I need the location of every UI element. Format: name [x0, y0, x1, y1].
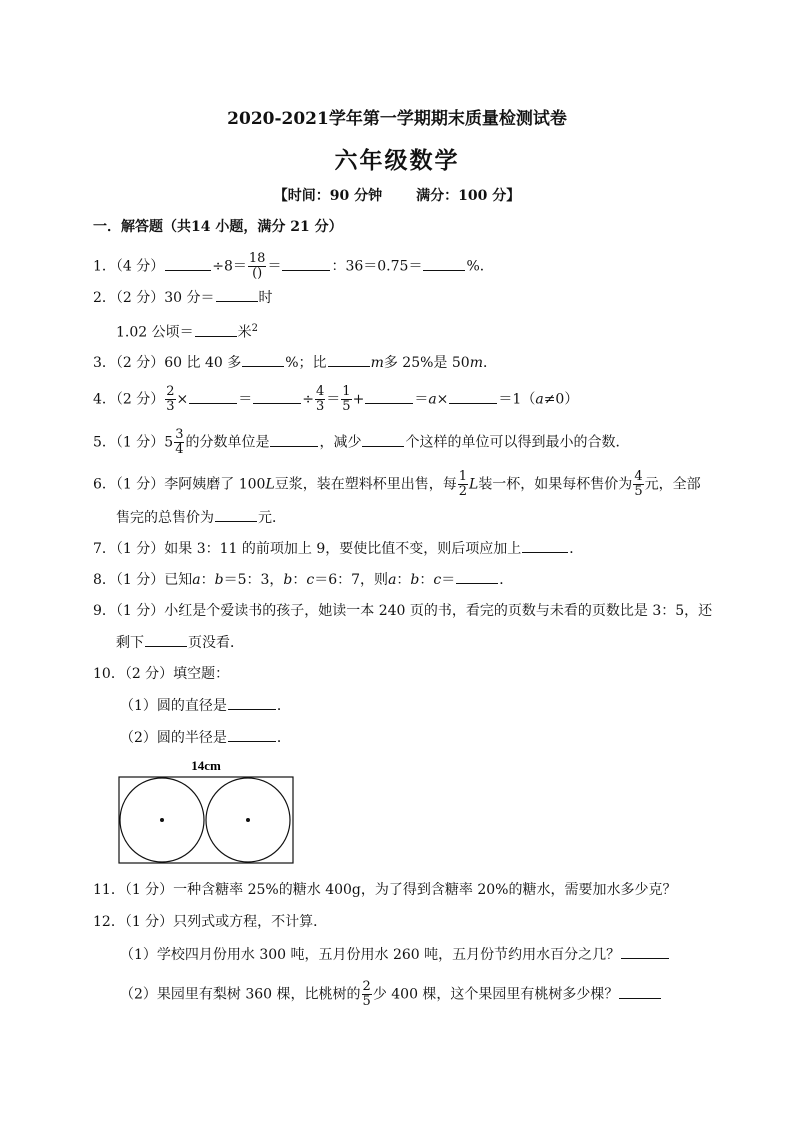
- question-12-sub-2: [120, 980, 662, 1009]
- question-8: [93, 569, 513, 590]
- question-2-line-2: [116, 319, 258, 343]
- answer-blank[interactable]: [522, 538, 568, 553]
- q8-text: ：: [292, 572, 307, 588]
- left-circle-center: [160, 818, 164, 822]
- question-5: [93, 428, 629, 457]
- q8-variable: c: [433, 572, 442, 588]
- q5-text: 个这样的单位可以得到最小的合数．: [405, 434, 630, 451]
- q8-text: ＝6：7，则: [314, 572, 389, 588]
- q1-text: ÷8＝: [212, 258, 247, 275]
- question-12-sub-1: [120, 944, 670, 965]
- q4-text: ×: [436, 391, 449, 408]
- fraction-numerator: 4: [316, 384, 325, 399]
- q2-text: 时: [258, 290, 273, 306]
- answer-blank[interactable]: [189, 389, 237, 404]
- q8-text: ：: [396, 572, 411, 588]
- q4-text: ＝1（: [498, 391, 536, 408]
- q8-text: 8．（1 分）已知: [93, 572, 193, 588]
- q4-text: +: [352, 391, 365, 408]
- q10-text: ．: [276, 730, 291, 746]
- answer-blank[interactable]: [253, 389, 301, 404]
- full-score: 满分：100 分】: [416, 188, 521, 204]
- question-6: [93, 470, 701, 499]
- question-9-line-2: [116, 632, 244, 653]
- fraction-numerator: 4: [634, 469, 643, 484]
- q8-variable: b: [410, 572, 420, 588]
- q5-text: 的分数单位是: [185, 434, 270, 451]
- fraction: [633, 470, 643, 499]
- q3-text: %；比: [285, 355, 327, 371]
- q8-variable: b: [283, 572, 293, 588]
- q9-text: 9．（1 分）小红是个爱读书的孩子，她读一本 240 页的书，看完的页数与未看的页数比是 3：5，还: [93, 603, 713, 619]
- fraction-numerator: 1: [342, 384, 351, 399]
- fraction-denominator: 4: [175, 442, 184, 457]
- fraction-numerator: 2: [362, 979, 371, 994]
- q8-text: ．: [499, 572, 514, 588]
- q4-text: ≠0）: [543, 391, 579, 408]
- q8-text: ＝: [441, 572, 456, 588]
- fraction-denominator: 3: [166, 399, 175, 414]
- fraction-denominator: 5: [634, 484, 643, 499]
- fraction: [315, 385, 325, 414]
- answer-blank[interactable]: [228, 695, 276, 710]
- q7-text: ．: [569, 541, 584, 557]
- q2-text: 1.02 公顷＝: [116, 324, 194, 341]
- fraction: [362, 980, 372, 1009]
- question-4: [93, 385, 578, 414]
- fraction-denominator: 2: [458, 484, 468, 499]
- q3-variable: m: [469, 355, 483, 371]
- q8-variable: b: [214, 572, 224, 588]
- mixed-number-whole: 5: [164, 434, 174, 451]
- q4-variable: a: [535, 391, 544, 408]
- fraction: [341, 385, 351, 414]
- exam-meta: [0, 185, 794, 205]
- q4-text: ÷: [302, 391, 315, 408]
- q5-text: ，减少: [319, 434, 362, 451]
- q10-text: ．: [276, 698, 291, 714]
- fraction-numerator: 2: [166, 384, 175, 399]
- q12-text: （1）学校四月份用水 300 吨，五月份用水 260 吨，五月份节约用水百分之几？: [120, 947, 621, 963]
- q8-variable: a: [192, 572, 201, 588]
- q6-text: 元，全部: [644, 476, 701, 493]
- q2-superscript: 2: [251, 323, 258, 334]
- q4-text: ×: [176, 391, 189, 408]
- fraction-numerator: 18: [248, 251, 266, 266]
- right-circle-center: [246, 818, 250, 822]
- q4-text: ＝: [238, 391, 253, 408]
- answer-blank[interactable]: [216, 287, 258, 302]
- figure-width-label: 14cm: [191, 758, 221, 773]
- exam-title: 2020-2021学年第一学期期末质量检测试卷: [227, 109, 567, 129]
- q10-text: （2）圆的半径是: [120, 730, 227, 746]
- answer-blank[interactable]: [449, 389, 497, 404]
- question-1: [93, 252, 494, 281]
- q6-text: 豆浆，装在塑料杯里出售，每: [274, 476, 457, 493]
- answer-blank[interactable]: [328, 352, 370, 367]
- question-11: 11．（1 分）一种含糖率 25%的糖水 400g，为了得到含糖率 20%的糖水，需要加水多少克？: [93, 882, 677, 898]
- question-10-sub-2: [120, 727, 291, 748]
- answer-blank[interactable]: [145, 632, 187, 647]
- question-6-line-2: [116, 507, 286, 528]
- answer-blank[interactable]: [362, 432, 404, 447]
- fraction: [458, 470, 468, 499]
- q1-text: ：36＝0.75＝: [331, 258, 423, 275]
- q2-text: 2．（2 分）30 分＝: [93, 290, 215, 306]
- answer-blank[interactable]: [165, 256, 211, 271]
- q9-text: 剩下: [116, 635, 144, 651]
- answer-blank[interactable]: [456, 569, 498, 584]
- q8-text: ：: [419, 572, 434, 588]
- time-limit: 【时间：90 分钟: [273, 188, 383, 204]
- answer-blank[interactable]: [619, 984, 661, 999]
- question-10: 10．（2 分）填空题：: [93, 666, 230, 682]
- answer-blank[interactable]: [242, 352, 284, 367]
- fraction: [174, 428, 184, 457]
- fraction-numerator: 3: [175, 427, 184, 442]
- question-12: 12．（1 分）只列式或方程，不计算．: [93, 914, 328, 930]
- q8-text: ：: [200, 572, 215, 588]
- q4-text: 4．（2 分）: [93, 391, 165, 408]
- answer-blank[interactable]: [215, 507, 257, 522]
- q3-text: 多 25%是 50: [383, 355, 470, 371]
- answer-blank[interactable]: [621, 944, 669, 959]
- q12-text: （2）果园里有梨树 360 棵，比桃树的: [120, 986, 361, 1003]
- q6-text: 元．: [258, 510, 286, 526]
- q6-text: 6．（1 分）李阿姨磨了 100: [93, 476, 266, 493]
- exam-subject: 六年级数学: [334, 147, 460, 174]
- fraction-denominator: (): [252, 266, 263, 281]
- question-7: [93, 538, 583, 559]
- q10-text: （1）圆的直径是: [120, 698, 227, 714]
- q3-variable: m: [370, 355, 384, 371]
- q6-unit: L: [265, 476, 275, 493]
- fraction: [248, 252, 267, 281]
- q6-text: 装一杯，如果每杯售价为: [478, 476, 633, 493]
- question-3: [93, 352, 497, 373]
- answer-blank[interactable]: [423, 256, 465, 271]
- two-circles-figure: [118, 755, 294, 865]
- q3-text: 3．（2 分）60 比 40 多: [93, 355, 242, 371]
- q4-text: ＝: [414, 391, 429, 408]
- answer-blank[interactable]: [282, 256, 330, 271]
- section-heading: 一．解答题（共14 小题，满分 21 分）: [93, 219, 343, 235]
- answer-blank[interactable]: [270, 432, 318, 447]
- q4-text: ＝: [326, 391, 341, 408]
- q1-text: %．: [466, 258, 494, 275]
- question-9: [93, 601, 712, 621]
- q6-text: 售完的总售价为: [116, 510, 214, 526]
- fraction-denominator: 5: [362, 994, 371, 1009]
- q2-unit: 米: [237, 324, 252, 341]
- q8-variable: a: [388, 572, 397, 588]
- question-2: [93, 287, 273, 308]
- q7-text: 7．（1 分）如果 3：11 的前项加上 9，要使比值不变，则后项应加上: [93, 541, 522, 557]
- q1-text: ＝: [267, 258, 282, 275]
- answer-blank[interactable]: [365, 389, 413, 404]
- q3-text: ．: [482, 355, 497, 371]
- q6-unit: L: [469, 476, 479, 493]
- q5-text: 5．（1 分）: [93, 434, 165, 451]
- q8-text: ＝5：3，: [223, 572, 284, 588]
- q8-variable: c: [306, 572, 315, 588]
- fraction: [165, 385, 175, 414]
- q4-variable: a: [428, 391, 437, 408]
- fraction-denominator: 3: [316, 399, 325, 414]
- fraction-denominator: 5: [342, 399, 351, 414]
- answer-blank[interactable]: [228, 727, 276, 742]
- fraction-numerator: 1: [458, 469, 468, 484]
- q1-prefix: 1．（4 分）: [93, 258, 165, 275]
- question-10-sub-1: [120, 695, 291, 716]
- answer-blank[interactable]: [195, 322, 237, 337]
- q9-text: 页没看．: [188, 635, 244, 651]
- q12-text: 少 400 棵，这个果园里有桃树多少棵？: [372, 986, 619, 1003]
